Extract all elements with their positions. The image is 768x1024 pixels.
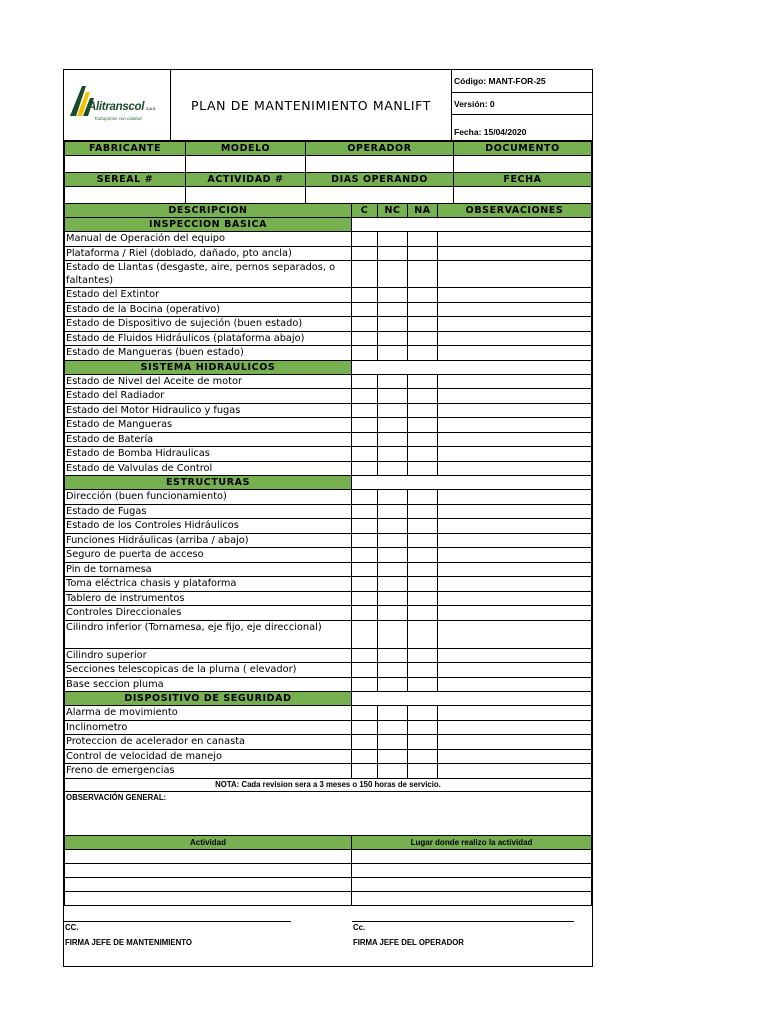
item-label: Estado del Motor Hidraulico y fugas — [65, 403, 352, 418]
observation-cell[interactable] — [438, 735, 592, 750]
item-label: Freno de emergencias — [65, 764, 352, 779]
activity-row — [65, 863, 592, 877]
check-c[interactable] — [352, 504, 378, 519]
check-c[interactable] — [352, 648, 378, 663]
place-cell[interactable] — [352, 863, 592, 877]
checklist-row — [65, 432, 592, 447]
check-na[interactable] — [408, 620, 438, 648]
observation-cell[interactable] — [438, 648, 592, 663]
observation-cell[interactable] — [438, 548, 592, 563]
fecha-field[interactable] — [454, 187, 592, 204]
observation-cell[interactable] — [438, 533, 592, 548]
check-nc[interactable] — [378, 706, 408, 721]
checklist-row — [65, 677, 592, 692]
observation-cell[interactable] — [438, 577, 592, 592]
check-nc[interactable] — [378, 620, 408, 648]
logo-tagline: Trabajamos con calidad — [94, 116, 142, 121]
observation-cell[interactable] — [438, 418, 592, 433]
checklist-row — [65, 706, 592, 721]
item-label: Estado de Dispositivo de sujeción (buen estado) — [65, 317, 352, 332]
check-c[interactable] — [352, 720, 378, 735]
checklist-row — [65, 620, 592, 648]
left-signature-label: FIRMA JEFE DE MANTENIMIENTO — [65, 937, 192, 947]
item-label: Cilindro superior — [65, 648, 352, 663]
check-nc[interactable] — [378, 606, 408, 621]
item-label: Toma eléctrica chasis y plataforma — [65, 577, 352, 592]
check-c[interactable] — [352, 447, 378, 462]
item-label: Inclinometro — [65, 720, 352, 735]
observation-cell[interactable] — [438, 749, 592, 764]
info-header-fecha: FECHA — [454, 173, 592, 187]
item-label: Funciones Hidráulicas (arriba / abajo) — [65, 533, 352, 548]
checklist-row — [65, 490, 592, 505]
info-header-row-1 — [65, 142, 592, 156]
check-na[interactable] — [408, 317, 438, 332]
checklist-row — [65, 288, 592, 303]
item-label: Alarma de movimiento — [65, 706, 352, 721]
check-na[interactable] — [408, 764, 438, 779]
check-nc[interactable] — [378, 346, 408, 361]
observation-cell[interactable] — [438, 374, 592, 389]
check-na[interactable] — [408, 261, 438, 288]
checklist-row — [65, 663, 592, 678]
info-header-row-2 — [65, 173, 592, 187]
operador-field[interactable] — [306, 156, 454, 173]
observation-cell[interactable] — [438, 288, 592, 303]
place-cell[interactable] — [352, 877, 592, 891]
check-na[interactable] — [408, 288, 438, 303]
check-c[interactable] — [352, 403, 378, 418]
right-signature-label: FIRMA JEFE DEL OPERADOR — [353, 937, 464, 947]
check-na[interactable] — [408, 461, 438, 476]
company-logo — [64, 70, 171, 140]
checklist-row — [65, 403, 592, 418]
item-label: Tablero de instrumentos — [65, 591, 352, 606]
check-na[interactable] — [408, 432, 438, 447]
checklist-row — [65, 418, 592, 433]
col-descripcion: DESCRIPCION — [65, 204, 352, 218]
item-label: Controles Direccionales — [65, 606, 352, 621]
checklist-row — [65, 302, 592, 317]
checklist-row — [65, 749, 592, 764]
item-label: Dirección (buen funcionamiento) — [65, 490, 352, 505]
checklist-row — [65, 764, 592, 779]
checklist-row — [65, 317, 592, 332]
check-na[interactable] — [408, 519, 438, 534]
activity-row — [65, 891, 592, 905]
item-label: Seguro de puerta de acceso — [65, 548, 352, 563]
observation-cell[interactable] — [438, 302, 592, 317]
section-title: SISTEMA HIDRAULICOS — [65, 360, 352, 374]
section-title: ESTRUCTURAS — [65, 476, 352, 490]
checklist-row — [65, 331, 592, 346]
section-estructuras — [65, 476, 592, 490]
check-c[interactable] — [352, 706, 378, 721]
check-nc[interactable] — [378, 490, 408, 505]
note-row — [65, 778, 592, 791]
checklist-row — [65, 606, 592, 621]
check-nc[interactable] — [378, 648, 408, 663]
check-c[interactable] — [352, 533, 378, 548]
right-cc-label: Cc. — [353, 922, 366, 932]
signature-area — [64, 906, 592, 966]
observation-cell[interactable] — [438, 504, 592, 519]
observation-cell[interactable] — [438, 706, 592, 721]
checklist-row — [65, 548, 592, 563]
check-na[interactable] — [408, 663, 438, 678]
info-header-fabricante: FABRICANTE — [65, 142, 186, 156]
checklist-table — [64, 203, 592, 836]
check-c[interactable] — [352, 591, 378, 606]
item-label: Cilindro inferior (Tornamesa, eje fijo, eje direccional) — [65, 620, 352, 648]
check-na[interactable] — [408, 374, 438, 389]
logo-name: Alitranscol S.A.S — [88, 101, 156, 113]
item-label: Estado de Fluidos Hidráulicos (plataforma abajo) — [65, 331, 352, 346]
section-inspeccion-basica — [65, 218, 592, 232]
check-nc[interactable] — [378, 302, 408, 317]
check-nc[interactable] — [378, 374, 408, 389]
check-c[interactable] — [352, 418, 378, 433]
checklist-header-row — [65, 204, 592, 218]
check-c[interactable] — [352, 302, 378, 317]
item-label: Proteccion de acelerador en canasta — [65, 735, 352, 750]
check-na[interactable] — [408, 706, 438, 721]
check-nc[interactable] — [378, 261, 408, 288]
check-nc[interactable] — [378, 677, 408, 692]
observation-cell[interactable] — [438, 389, 592, 404]
info-input-row-2 — [65, 187, 592, 204]
section-title: DISPOSITIVO DE SEGURIDAD — [65, 692, 352, 706]
check-c[interactable] — [352, 288, 378, 303]
check-na[interactable] — [408, 490, 438, 505]
form-header — [64, 70, 592, 141]
info-header-dias-operando: DIAS OPERANDO — [306, 173, 454, 187]
check-c[interactable] — [352, 246, 378, 261]
info-header-sereal: SEREAL # — [65, 173, 186, 187]
check-c[interactable] — [352, 663, 378, 678]
info-header-documento: DOCUMENTO — [454, 142, 592, 156]
check-c[interactable] — [352, 374, 378, 389]
observation-cell[interactable] — [438, 764, 592, 779]
info-header-operador: OPERADOR — [306, 142, 454, 156]
observation-cell[interactable] — [438, 432, 592, 447]
observation-cell[interactable] — [438, 246, 592, 261]
section-dispositivo-seguridad — [65, 692, 592, 706]
checklist-row — [65, 519, 592, 534]
item-label: Estado de Bomba Hidraulicas — [65, 447, 352, 462]
item-label: Estado del Extintor — [65, 288, 352, 303]
checklist-row — [65, 374, 592, 389]
check-c[interactable] — [352, 577, 378, 592]
check-na[interactable] — [408, 418, 438, 433]
check-c[interactable] — [352, 331, 378, 346]
check-nc[interactable] — [378, 331, 408, 346]
check-c[interactable] — [352, 232, 378, 247]
check-c[interactable] — [352, 749, 378, 764]
section-filler — [352, 360, 592, 374]
observation-cell[interactable] — [438, 720, 592, 735]
col-nc: NC — [378, 204, 408, 218]
item-label: Estado de Batería — [65, 432, 352, 447]
check-c[interactable] — [352, 317, 378, 332]
check-na[interactable] — [408, 720, 438, 735]
check-c[interactable] — [352, 735, 378, 750]
activity-header-row — [65, 835, 592, 849]
checklist-row — [65, 591, 592, 606]
check-c[interactable] — [352, 548, 378, 563]
col-observaciones: OBSERVACIONES — [438, 204, 592, 218]
activity-cell[interactable] — [65, 891, 352, 905]
right-signature-line[interactable] — [352, 921, 574, 922]
checklist-row — [65, 389, 592, 404]
col-na: NA — [408, 204, 438, 218]
observation-cell[interactable] — [438, 346, 592, 361]
item-label: Estado de Nivel del Aceite de motor — [65, 374, 352, 389]
observation-cell[interactable] — [438, 261, 592, 288]
general-observation-row — [65, 791, 592, 835]
observation-cell[interactable] — [438, 490, 592, 505]
activity-table — [64, 835, 592, 906]
form-meta — [452, 70, 592, 140]
item-label: Estado de los Controles Hidráulicos — [65, 519, 352, 534]
check-c[interactable] — [352, 764, 378, 779]
item-label: Plataforma / Riel (doblado, dañado, pto ancla) — [65, 246, 352, 261]
item-label: Base seccion pluma — [65, 677, 352, 692]
check-na[interactable] — [408, 447, 438, 462]
info-header-modelo: MODELO — [186, 142, 306, 156]
documento-field[interactable] — [454, 156, 592, 173]
check-nc[interactable] — [378, 720, 408, 735]
check-nc[interactable] — [378, 447, 408, 462]
check-na[interactable] — [408, 548, 438, 563]
check-c[interactable] — [352, 620, 378, 648]
check-nc[interactable] — [378, 749, 408, 764]
item-label: Control de velocidad de manejo — [65, 749, 352, 764]
check-nc[interactable] — [378, 432, 408, 447]
fabricante-field[interactable] — [65, 156, 186, 173]
check-nc[interactable] — [378, 504, 408, 519]
check-nc[interactable] — [378, 533, 408, 548]
check-nc[interactable] — [378, 461, 408, 476]
observation-cell[interactable] — [438, 447, 592, 462]
item-label: Estado de la Bocina (operativo) — [65, 302, 352, 317]
activity-cell[interactable] — [65, 877, 352, 891]
service-note: NOTA: Cada revision sera a 3 meses o 150 horas de servicio. — [65, 778, 592, 791]
modelo-field[interactable] — [186, 156, 306, 173]
place-cell[interactable] — [352, 849, 592, 863]
section-filler — [352, 476, 592, 490]
item-label: Estado de Llantas (desgaste, aire, pernos separados, o faltantes) — [65, 261, 352, 288]
check-c[interactable] — [352, 261, 378, 288]
checklist-row — [65, 648, 592, 663]
item-label: Estado del Radiador — [65, 389, 352, 404]
item-label: Estado de Fugas — [65, 504, 352, 519]
checklist-row — [65, 246, 592, 261]
check-na[interactable] — [408, 562, 438, 577]
general-observation-field[interactable]: OBSERVACIÓN GENERAL: — [65, 791, 592, 835]
check-c[interactable] — [352, 389, 378, 404]
check-nc[interactable] — [378, 591, 408, 606]
observation-cell[interactable] — [438, 519, 592, 534]
maintenance-form — [63, 69, 593, 967]
observation-cell[interactable] — [438, 461, 592, 476]
check-na[interactable] — [408, 648, 438, 663]
item-label: Estado de Valvulas de Control — [65, 461, 352, 476]
observation-cell[interactable] — [438, 403, 592, 418]
observation-cell[interactable] — [438, 620, 592, 648]
form-code: Código: MANT-FOR-25 — [452, 70, 592, 93]
check-c[interactable] — [352, 562, 378, 577]
check-nc[interactable] — [378, 764, 408, 779]
info-header-actividad: ACTIVIDAD # — [186, 173, 306, 187]
check-na[interactable] — [408, 403, 438, 418]
check-c[interactable] — [352, 346, 378, 361]
check-nc[interactable] — [378, 288, 408, 303]
activity-row — [65, 849, 592, 863]
equipment-info-table — [64, 141, 592, 204]
checklist-row — [65, 461, 592, 476]
form-version: Versión: 0 — [452, 93, 592, 116]
item-label: Estado de Mangueras — [65, 418, 352, 433]
place-cell[interactable] — [352, 891, 592, 905]
item-label: Manual de Operación del equipo — [65, 232, 352, 247]
observation-cell[interactable] — [438, 562, 592, 577]
col-actividad: Actividad — [65, 835, 352, 849]
checklist-row — [65, 735, 592, 750]
check-na[interactable] — [408, 232, 438, 247]
activity-row — [65, 877, 592, 891]
check-nc[interactable] — [378, 548, 408, 563]
left-signature-line[interactable] — [64, 921, 291, 922]
checklist-row — [65, 261, 592, 288]
checklist-row — [65, 504, 592, 519]
check-nc[interactable] — [378, 232, 408, 247]
check-nc[interactable] — [378, 519, 408, 534]
check-c[interactable] — [352, 490, 378, 505]
observation-cell[interactable] — [438, 606, 592, 621]
checklist-row — [65, 346, 592, 361]
observation-cell[interactable] — [438, 677, 592, 692]
observation-cell[interactable] — [438, 591, 592, 606]
dias-operando-field[interactable] — [306, 187, 454, 204]
check-nc[interactable] — [378, 418, 408, 433]
section-title: INSPECCION BASICA — [65, 218, 352, 232]
actividad-field[interactable] — [186, 187, 306, 204]
check-na[interactable] — [408, 331, 438, 346]
item-label: Pin de tornamesa — [65, 562, 352, 577]
col-lugar: Lugar donde realizo la actividad — [352, 835, 592, 849]
check-nc[interactable] — [378, 246, 408, 261]
activity-cell[interactable] — [65, 863, 352, 877]
check-na[interactable] — [408, 735, 438, 750]
item-label: Secciones telescopicas de la pluma ( elevador) — [65, 663, 352, 678]
check-na[interactable] — [408, 606, 438, 621]
form-date: Fecha: 15/04/2020 — [454, 127, 527, 138]
checklist-row — [65, 232, 592, 247]
observation-cell[interactable] — [438, 232, 592, 247]
checklist-row — [65, 447, 592, 462]
item-label: Estado de Mangueras (buen estado) — [65, 346, 352, 361]
sereal-field[interactable] — [65, 187, 186, 204]
check-c[interactable] — [352, 519, 378, 534]
check-c[interactable] — [352, 606, 378, 621]
check-c[interactable] — [352, 677, 378, 692]
check-na[interactable] — [408, 591, 438, 606]
check-nc[interactable] — [378, 735, 408, 750]
checklist-row — [65, 577, 592, 592]
check-nc[interactable] — [378, 317, 408, 332]
checklist-row — [65, 562, 592, 577]
form-title: PLAN DE MANTENIMIENTO MANLIFT — [171, 70, 452, 140]
observation-cell[interactable] — [438, 663, 592, 678]
section-filler — [352, 692, 592, 706]
check-na[interactable] — [408, 389, 438, 404]
observation-cell[interactable] — [438, 317, 592, 332]
checklist-row — [65, 533, 592, 548]
check-na[interactable] — [408, 533, 438, 548]
observation-cell[interactable] — [438, 331, 592, 346]
check-na[interactable] — [408, 346, 438, 361]
activity-cell[interactable] — [65, 849, 352, 863]
left-cc-label: CC. — [65, 922, 79, 932]
check-na[interactable] — [408, 302, 438, 317]
check-nc[interactable] — [378, 663, 408, 678]
col-c: C — [352, 204, 378, 218]
check-na[interactable] — [408, 677, 438, 692]
check-na[interactable] — [408, 504, 438, 519]
check-nc[interactable] — [378, 562, 408, 577]
section-sistema-hidraulicos — [65, 360, 592, 374]
info-input-row-1 — [65, 156, 592, 173]
check-na[interactable] — [408, 246, 438, 261]
checklist-row — [65, 720, 592, 735]
check-na[interactable] — [408, 577, 438, 592]
section-filler — [352, 218, 592, 232]
check-c[interactable] — [352, 432, 378, 447]
check-nc[interactable] — [378, 389, 408, 404]
check-c[interactable] — [352, 461, 378, 476]
check-nc[interactable] — [378, 577, 408, 592]
check-na[interactable] — [408, 749, 438, 764]
check-nc[interactable] — [378, 403, 408, 418]
